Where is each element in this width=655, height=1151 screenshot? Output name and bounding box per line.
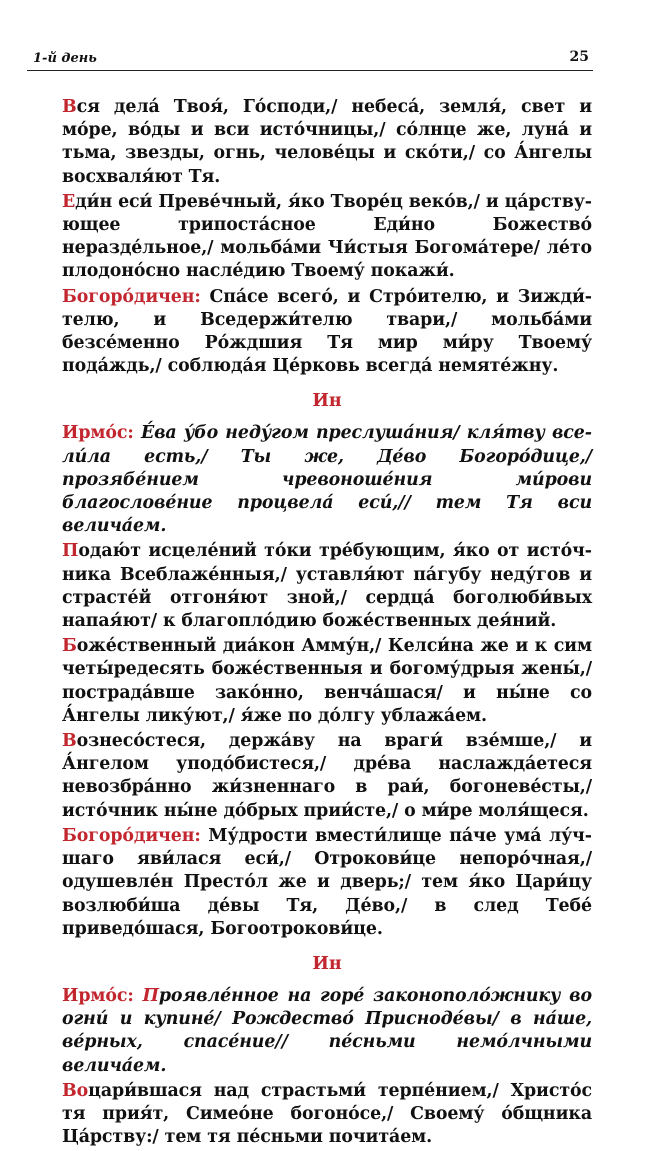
- paragraph-text: оже́ственный диа́кон Амму́н,/ Келси́на же и к сим четы́редесять боже́ственныя и богому́дрыя жены́,/ пострада́вше зако́нно, венча́шася/ и ны́не со А́нгелы лику́ют,/ я́же по до́лгу ублажа́ем.: [62, 636, 592, 726]
- red-label: Ирмо́с:: [62, 985, 143, 1006]
- red-label: Богоро́дичен:: [62, 286, 210, 307]
- section-title: Ин: [312, 391, 342, 412]
- paragraph: [62, 635, 592, 728]
- running-title: 1-й день: [33, 51, 97, 66]
- paragraph: [62, 540, 592, 633]
- paragraph-text: одаю́т исцеле́ний то́ки тре́бующим, я́ко от исто́чника Всеблаже́нныя,/ уставля́ют па́губу неду́гов и страсте́й отгоня́ют зной,/ сердца́ боголюби́вых напая́ют/ к благопло́дию боже́ственных дея́ний.: [62, 541, 592, 632]
- paragraph-text: ся дела́ Твоя́, Го́споди,/ небеса́, земля́, свет и мо́ре, во́ды и вси исто́чницы,/ со́лнце же, луна́ и тьма, звезды, огнь, челове́цы и ско́ти,/ со А́нгелы восхваля́ют Тя.: [62, 97, 592, 187]
- paragraph: [62, 96, 592, 189]
- red-label: Богоро́дичен:: [62, 825, 209, 846]
- red-initial: В: [62, 97, 77, 117]
- red-initial: Во: [62, 1080, 89, 1101]
- paragraph-text: цари́вшася над страстьми́ терпе́нием,/ Христо́с тя прия́т, Симео́не богоно́се,/ Своему́ о́бщника Ца́рству:/ тем тя пе́сньми почита́ем.: [62, 1080, 592, 1148]
- section-title: Ин: [312, 953, 342, 974]
- red-initial: В: [62, 731, 77, 752]
- paragraph: [62, 191, 592, 284]
- irmos-paragraph: [62, 422, 592, 538]
- red-initial: Е: [62, 191, 76, 212]
- page-body: [62, 96, 592, 1151]
- red-initial: П: [62, 541, 79, 562]
- paragraph-text: роявле́нное на горе́ законополо́жнику во огни́ и купине́/ Рождество́ Присноде́вы/ в на́ше, ве́рных, спасе́ние// пе́сньми немо́лчными велича́ем.: [62, 985, 592, 1076]
- paragraph-text: Му́дрости вмести́лище па́че ума́ лу́чшаго яви́лася еси́,/ Отрокови́це непоро́чная,/ одушевле́н Престо́л же и дверь;/ тем я́ко Цари́цу возлюби́ша де́вы Тя, Де́во,/ в след Тебе́ приведо́шася, Богоотрокови́це.: [62, 825, 592, 939]
- red-initial: Б: [62, 636, 77, 657]
- red-label: Ирмо́с:: [62, 423, 141, 444]
- paragraph-text: Спа́се всего́, и Стро́ителю, и Зижди́телю, и Вседержи́телю твари,/ мольба́ми безсе́менно Ро́ждшия Тя мир ми́ру Твоему́ пода́ждь,/ соблюда́я Це́рковь всегда́ немяте́жну.: [62, 286, 592, 377]
- paragraph: [62, 286, 592, 379]
- paragraph: [62, 730, 592, 823]
- page-header: [27, 46, 593, 71]
- paragraph: [62, 825, 592, 941]
- paragraph-text: Е́ва у́бо неду́гом преслуша́ния/ кля́тву всели́ла есть,/ Ты же, Де́во Богоро́дице,/ прозябе́нием чревоноше́ния ми́рови благослове́ние процвела́ еси́,// тем Тя вси велича́ем.: [62, 423, 592, 537]
- paragraph: [62, 1080, 592, 1150]
- irmos-paragraph: [62, 985, 592, 1078]
- page-number: 25: [569, 49, 589, 65]
- red-initial: П: [142, 985, 159, 1006]
- paragraph-text: ознесо́стеся, держа́ву на враги́ взе́мше,/ и А́нгелом уподо́бистеся,/ дре́ва наслажда́етеся невозбра́нно жи́зненнаго в раи́, богоневе́сты,/ исто́чник ны́не до́брых прии́сте,/ о ми́ре моля́щеся.: [62, 731, 592, 821]
- paragraph-text: ди́н еси́ Преве́чный, я́ко Творе́ц веко́в,/ и ца́рствующее трипоста́сное Еди́но Божество́ нераздéльное,/ мольба́ми Чи́стыя Богома́тере/ ле́то плодоно́сно наслéдию Твоему́ покажи́.: [62, 191, 592, 282]
